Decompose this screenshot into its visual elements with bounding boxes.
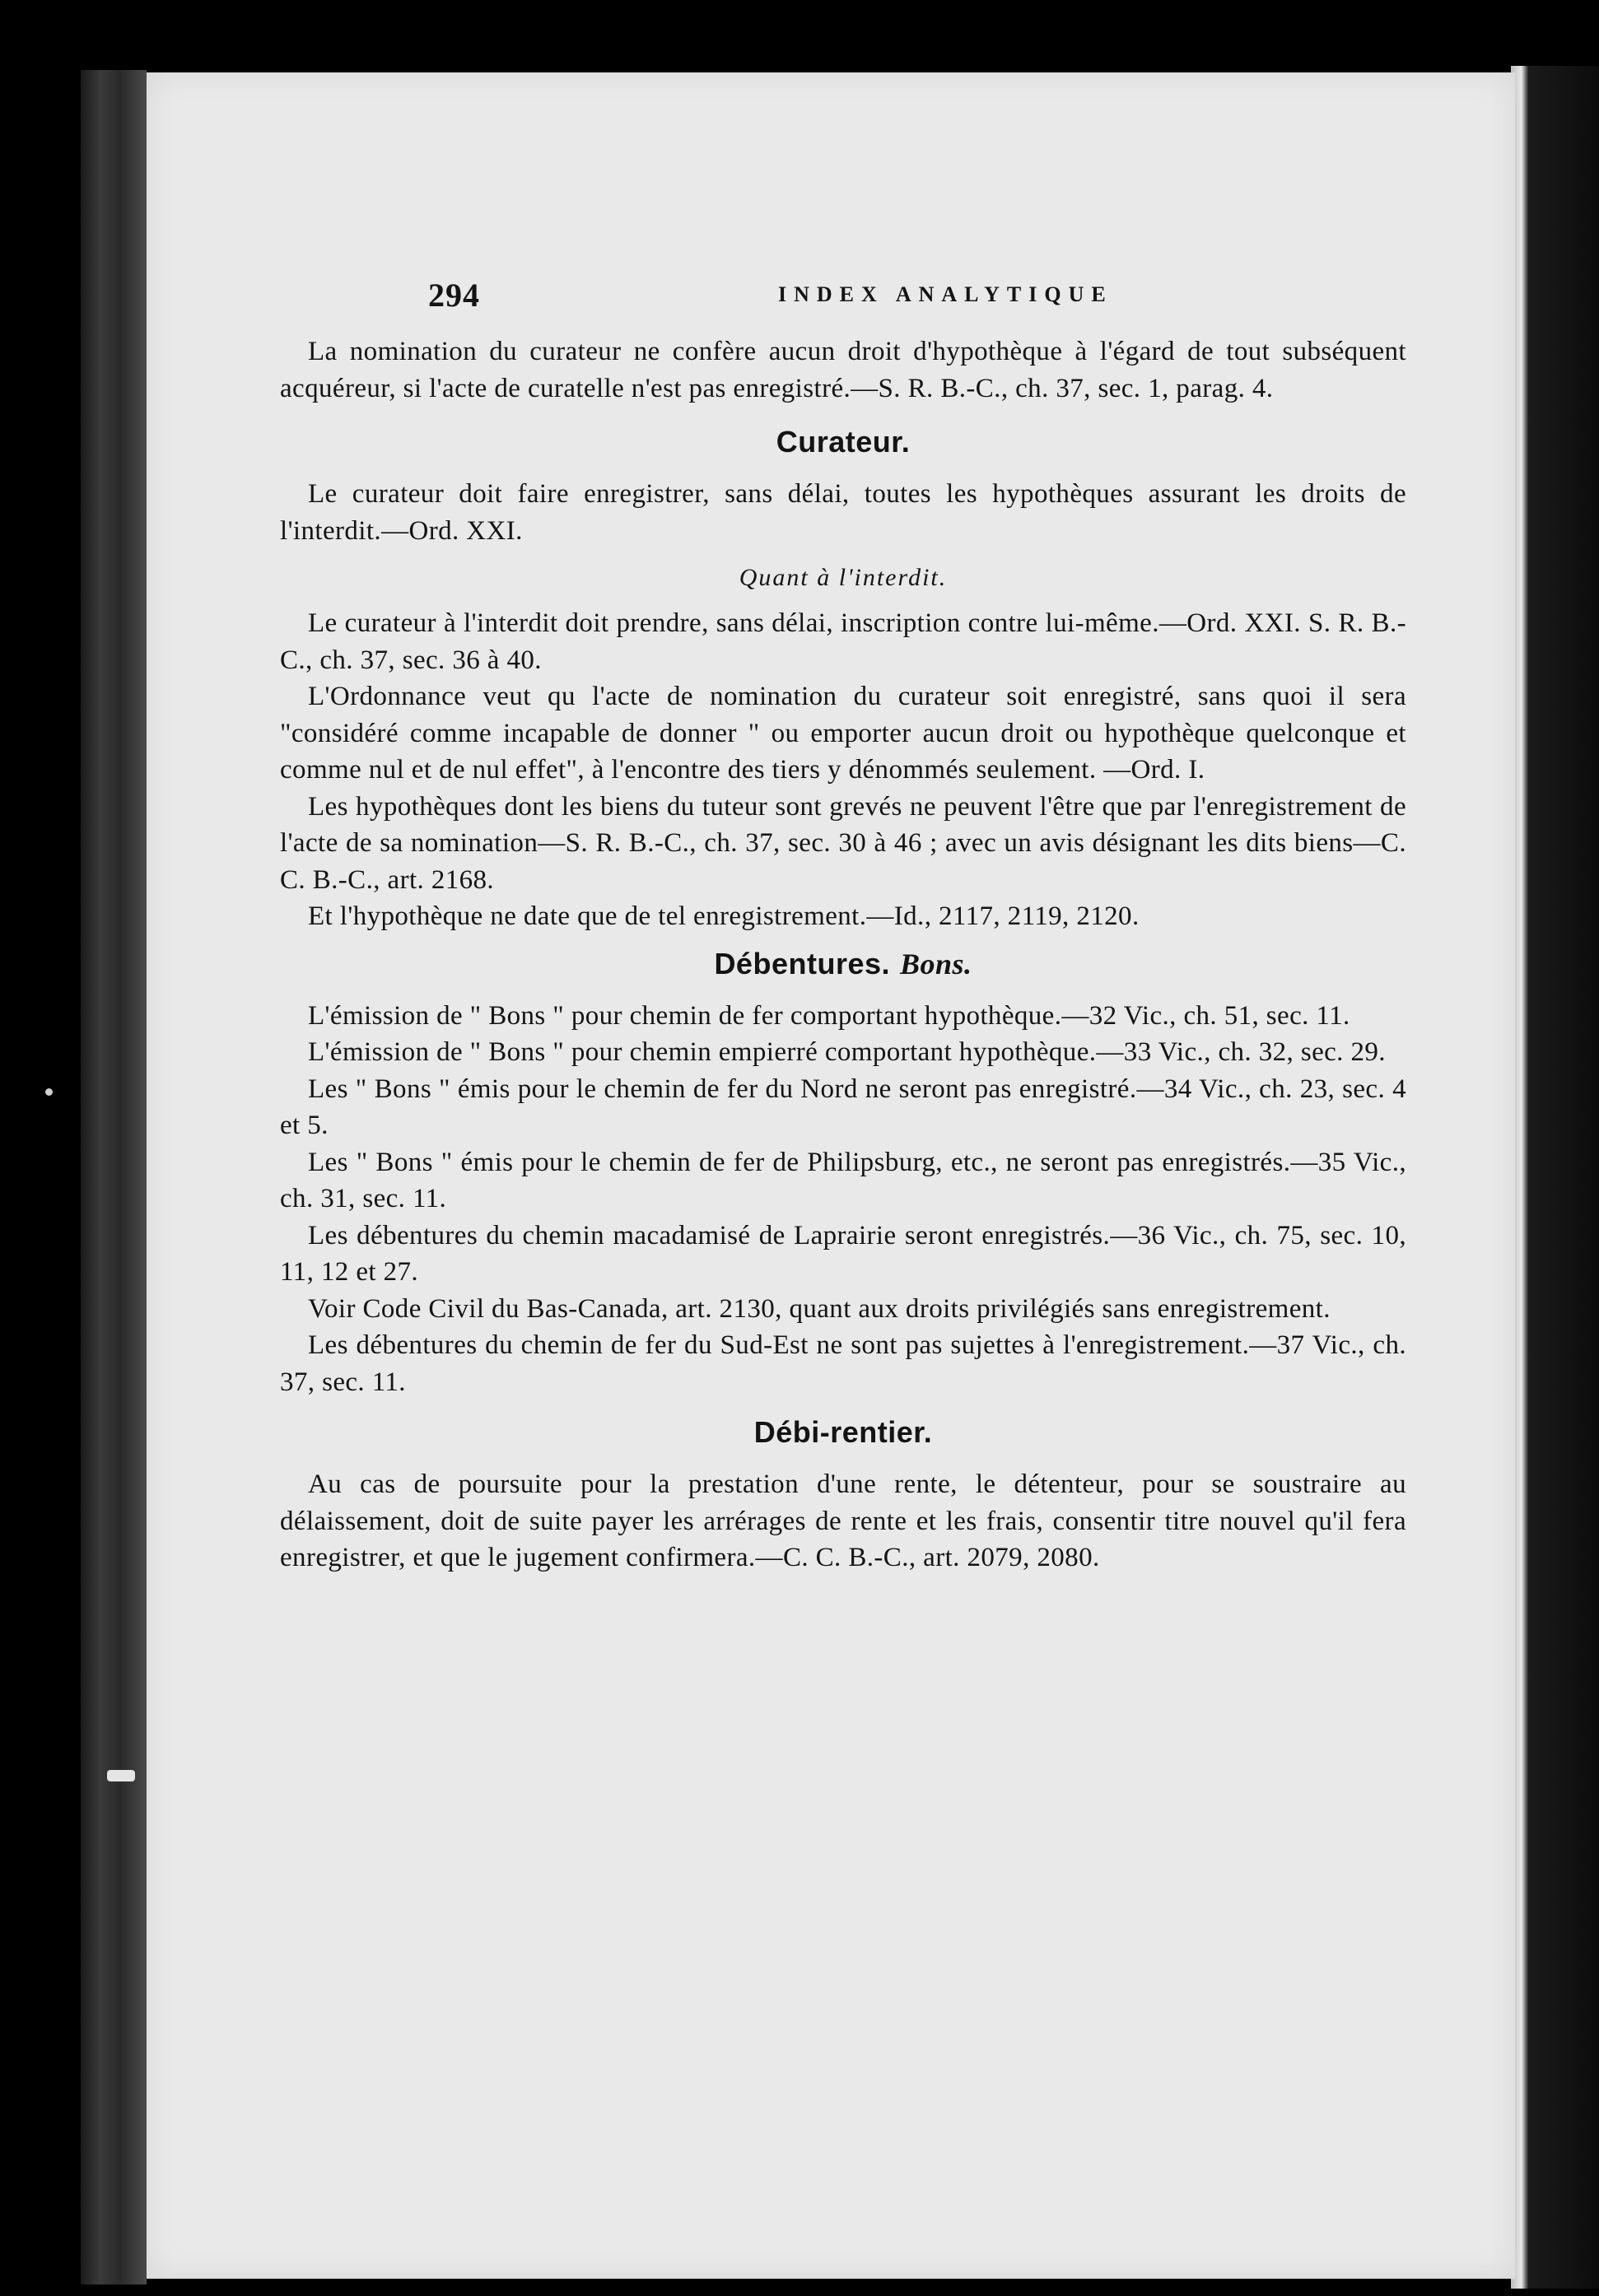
section-curateur [280,425,1406,935]
paragraph: Les " Bons " émis pour le chemin de fer du Nord ne seront pas enregistré.—34 Vic., ch. 23, sec. 4 et 5. [280,1073,1406,1140]
running-head [280,276,1406,333]
section-debi-rentier [280,1415,1406,1576]
paragraph: Les débentures du chemin de fer du Sud-Est ne sont pas sujettes à l'enregistrement.—37 Vic., ch. 37, sec. 11. [280,1330,1406,1397]
paragraph: Au cas de poursuite pour la prestation d'une rente, le détenteur, pour se soustraire au délaissement, doit de suite payer les arrérages de rente et les frais, consentir titre nouvel qu'il fera enregistrer, et que le jugement confirmera.—C. C. B.-C., art. 2079, 2080. [280,1469,1406,1572]
paragraph: Les " Bons " émis pour le chemin de fer de Philipsburg, etc., ne seront pas enregistrés.—35 Vic., ch. 31, sec. 11. [280,1147,1406,1213]
section-heading [280,947,1406,981]
heading-alt-text: Bons. [900,947,972,980]
page-number: 294 [428,277,480,314]
dust-speck [45,1088,53,1096]
paragraph: Les débentures du chemin macadamisé de Laprairie seront enregistrés.—36 Vic., ch. 75, sec. 10, 11, 12 et 27. [280,1220,1406,1287]
heading-text: Curateur. [776,425,911,459]
paragraph: L'émission de " Bons " pour chemin empierré comportant hypothèque.—33 Vic., ch. 32, sec. 29. [308,1037,1386,1067]
section-debentures [280,947,1406,1401]
paper-tab-mark [107,1770,135,1781]
paragraph: Voir Code Civil du Bas-Canada, art. 2130, quant aux droits privilégiés sans enregistrement. [308,1293,1331,1324]
intro-section [280,333,1406,407]
subheading: Quant à l'interdit. [739,564,948,591]
paragraph: L'Ordonnance veut qu l'acte de nomination du curateur soit enregistré, sans quoi il sera "considéré comme incapable de donner " ou emporter aucun droit ou hypothèque quelconque et comme nul et de nul effet", à l'encontre des tiers y dénommés seulement. —Ord. I. [280,682,1406,785]
book-fore-edge [1511,66,1599,2289]
paragraph: Le curateur doit faire enregistrer, sans délai, toutes les hypothèques assurant les droits de l'interdit.—Ord. XXI. [280,479,1406,546]
paragraph: Le curateur à l'interdit doit prendre, sans délai, inscription contre lui-même.—Ord. XXI. S. R. B.-C., ch. 37, sec. 36 à 40. [280,608,1406,675]
section-heading [280,1415,1406,1450]
paragraph: Les hypothèques dont les biens du tuteur sont grevés ne peuvent l'être que par l'enregistrement de l'acte de sa nomination—S. R. B.-C., ch. 37, sec. 30 à 46 ; avec un avis désignant les dits biens—C. C. B.-C., art. 2168. [280,791,1406,895]
paragraph: L'émission de " Bons " pour chemin de fer comportant hypothèque.—32 Vic., ch. 51, sec. 11. [308,1000,1350,1031]
paragraph: Et l'hypothèque ne date que de tel enregistrement.—Id., 2117, 2119, 2120. [308,901,1140,931]
heading-text: Débi-rentier. [753,1415,933,1449]
book-spine-edge [81,70,147,2284]
heading-text: Débentures. [714,946,890,980]
section-heading [280,425,1406,459]
page-content [280,276,1406,1576]
running-title: INDEX ANALYTIQUE [778,282,1113,306]
paragraph: La nomination du curateur ne confère aucun droit d'hypothèque à l'égard de tout subséquent acquéreur, si l'acte de curatelle n'est pas enregistré.—S. R. B.-C., ch. 37, sec. 1, parag. 4. [280,337,1406,403]
